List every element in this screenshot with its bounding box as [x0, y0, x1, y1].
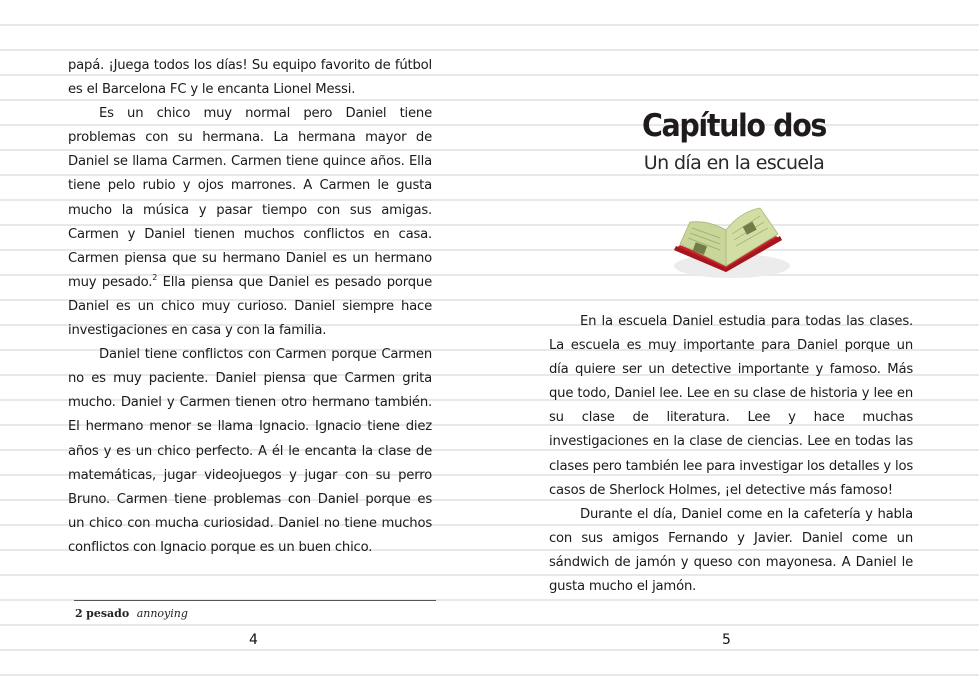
paragraph-2: Es un chico muy normal pero Daniel tiene problemas con su hermana. La hermana mayor de Daniel se llama Carmen. Carmen tiene quince años. Ella tiene pelo rubio y ojos marrones. A Carmen le gusta mucho la música y pasar tiempo con sus amigas. Carmen y Daniel tienen muchos conflictos en casa. Carmen piensa que su hermano Daniel es un hermano muy pesado.$^2$ Ella piensa que Daniel es pesado porque Daniel es un chico muy curioso. Daniel siempre hace investigaciones en casa y con la familia.: [68, 106, 432, 339]
page-number-right: 5: [722, 632, 731, 648]
footnote-ref[interactable]: 2: [152, 272, 158, 282]
right-page: [489, 0, 979, 688]
right-page-body: [549, 310, 913, 599]
open-book-icon: [664, 200, 794, 282]
paragraph-3: Daniel tiene conflictos con Carmen porque Carmen no es muy paciente. Daniel piensa que Carmen grita mucho. Daniel y Carmen tienen otro hermano también. El hermano menor se llama Ignacio. Ignacio tiene diez años y es un chico perfecto. A él le encanta la clase de matemáticas, jugar videojuegos y jugar con su perro Bruno. Carmen tiene problemas con Daniel porque es un chico con mucha curiosidad. Daniel no tiene muchos conflictos con Ignacio porque es un buen chico.: [68, 347, 432, 555]
paragraph-1: En la escuela Daniel estudia para todas las clases. La escuela es muy importante para Daniel porque un día quiere ser un detective importante y famoso. Más que todo, Daniel lee. Lee en su clase de historia y lee en su clase de literatura. Lee y hace muchas investigaciones en la clase de ciencias. Lee en todas las clases pero también lee para investigar los detalles y los casos de Sherlock Holmes, ¡el detective más famoso!: [549, 314, 913, 498]
footnote-translation: annoying: [136, 607, 188, 620]
footnote: [75, 607, 188, 620]
chapter-title: Capítulo dos: [641, 108, 827, 144]
chapter-subtitle: Un día en la escuela: [643, 152, 825, 174]
footnote-number: 2: [75, 607, 83, 620]
page-number-left: 4: [249, 632, 258, 648]
footnote-divider: [74, 600, 436, 601]
left-page: [0, 0, 489, 688]
paragraph-1: papá. ¡Juega todos los días! Su equipo favorito de fútbol es el Barcelona FC y le encanta Lionel Messi.: [68, 58, 432, 98]
left-page-body: [68, 54, 432, 560]
footnote-term: pesado: [86, 607, 130, 620]
paragraph-2: Durante el día, Daniel come en la cafetería y habla con sus amigos Fernando y Javier. Daniel come un sándwich de jamón y queso con mayonesa. A Daniel le gusta mucho el jamón.: [549, 506, 913, 595]
